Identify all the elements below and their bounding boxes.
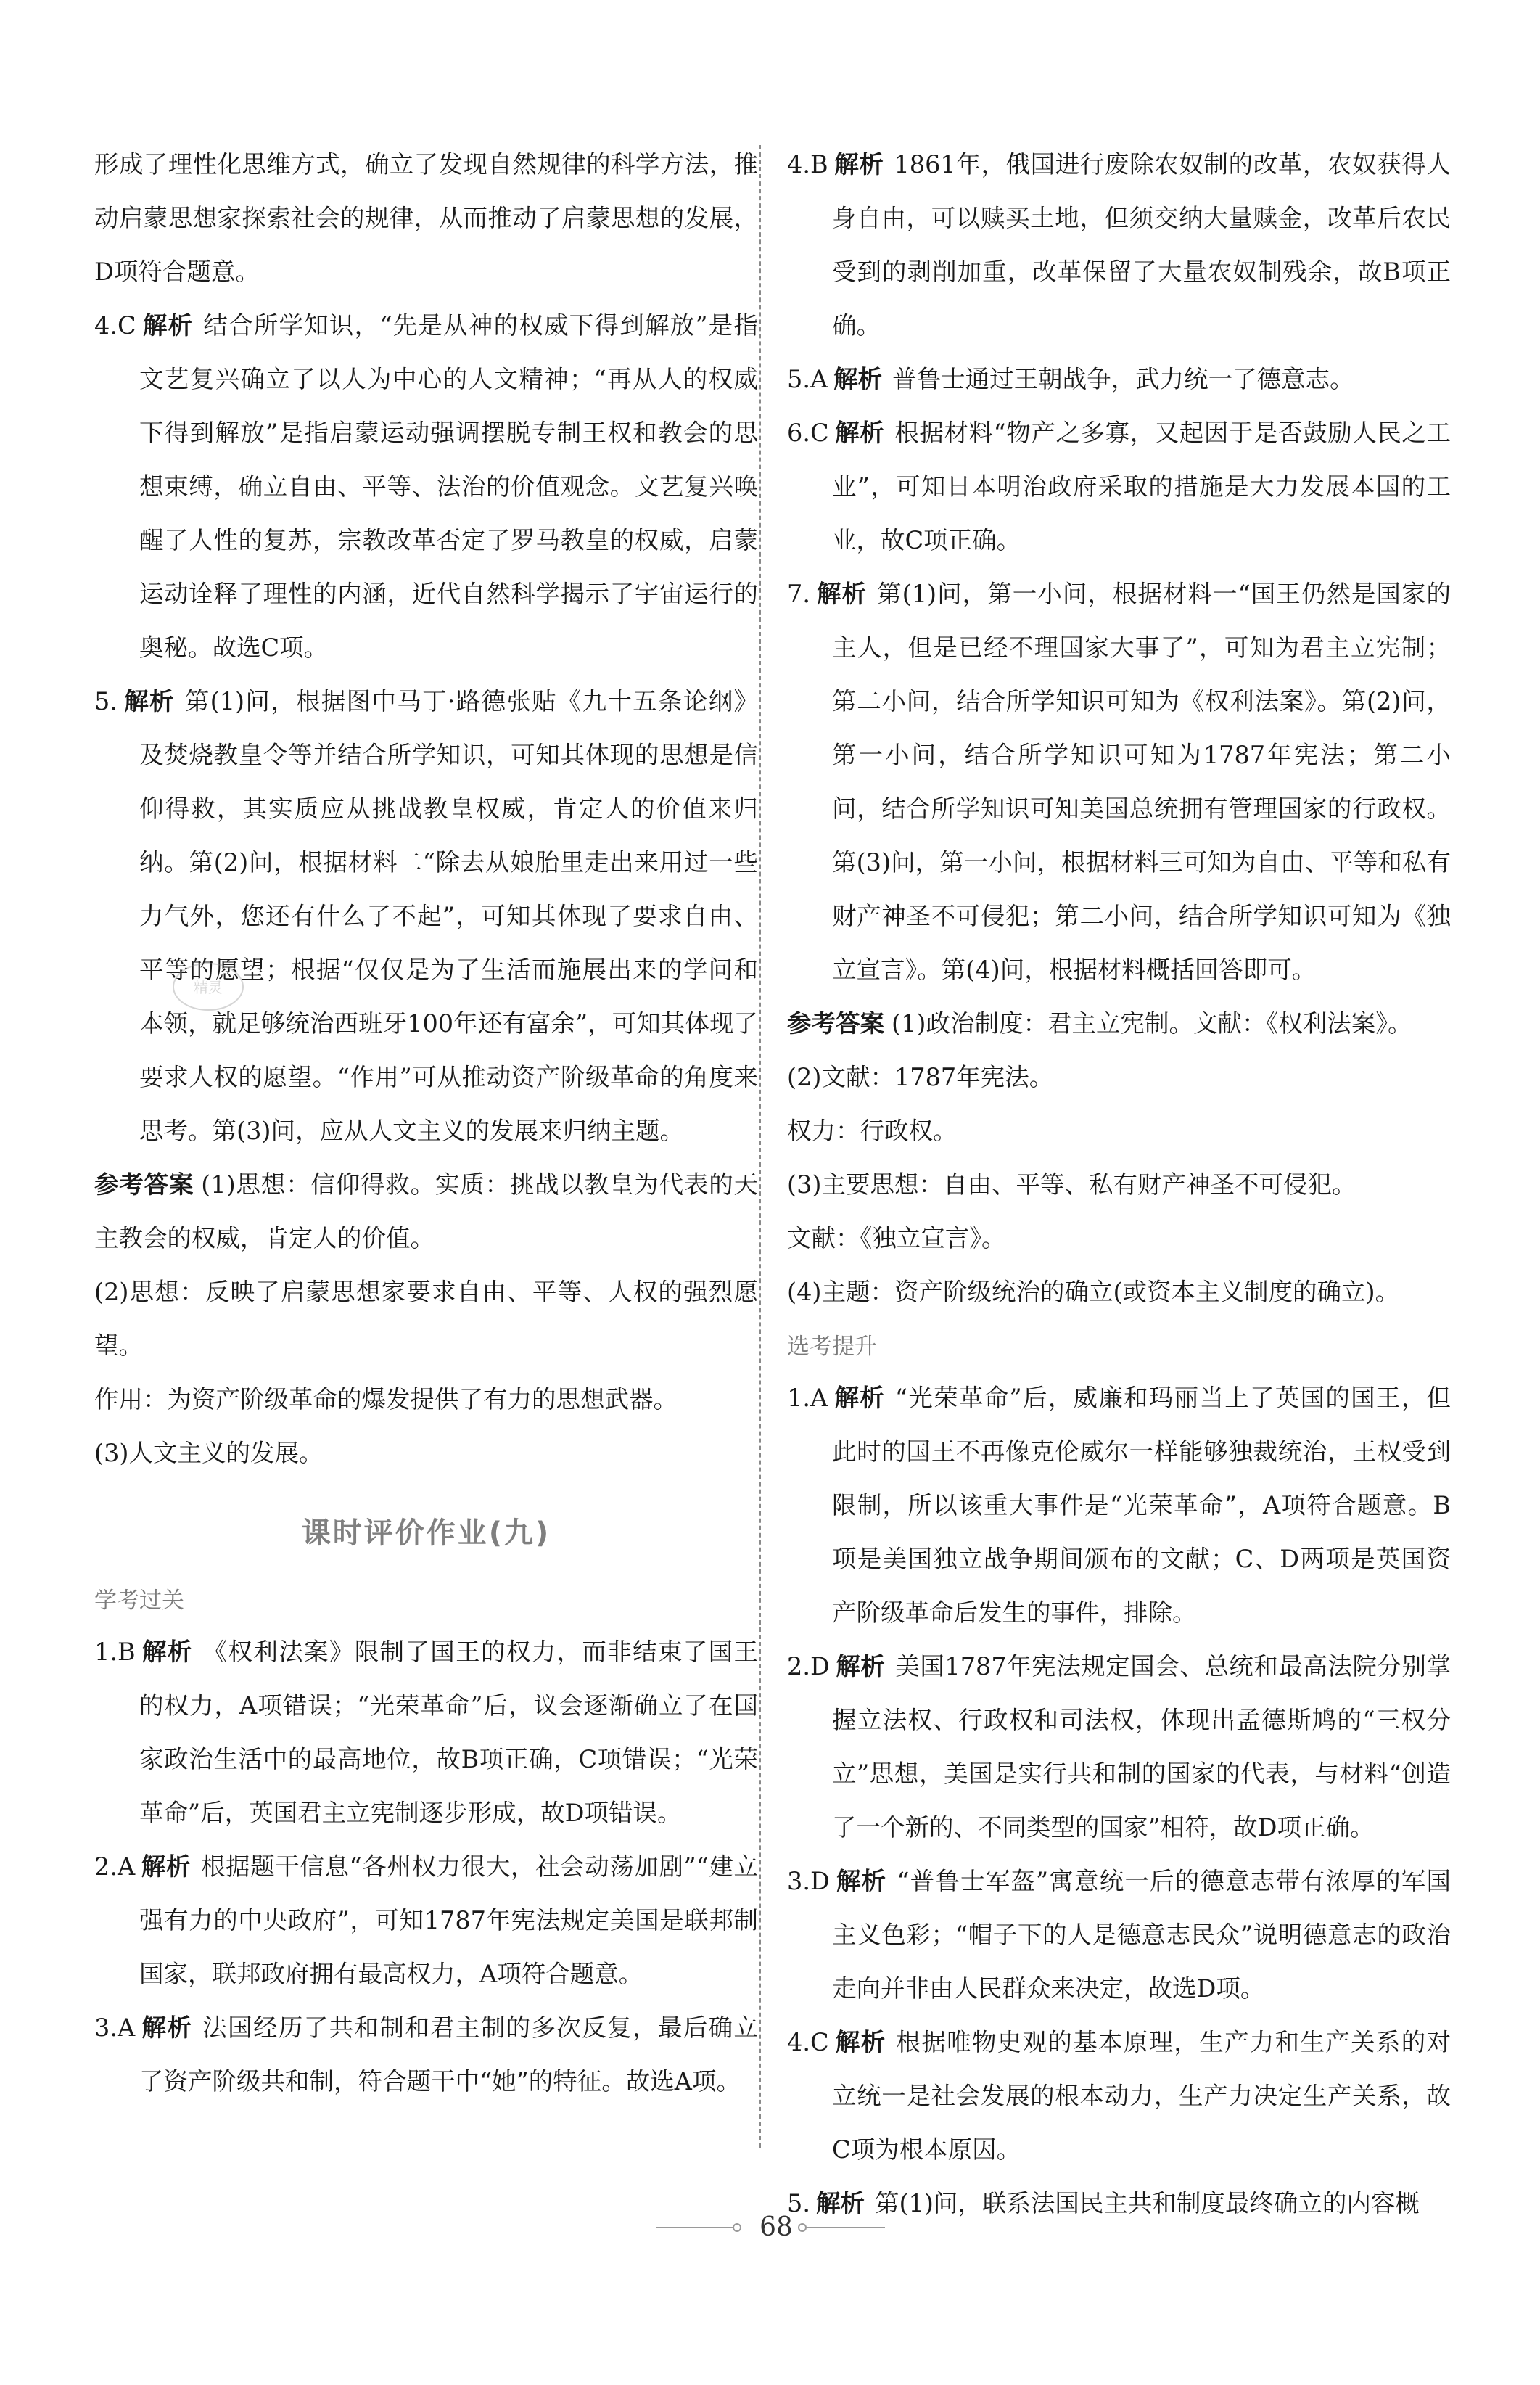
svg-text:精灵: 精灵	[194, 979, 223, 996]
item-number: 1.A	[787, 1384, 828, 1412]
item-number: 7.	[787, 580, 810, 608]
item-text: 根据题干信息“各州权力很大，社会动荡加剧”“建立强有力的中央政府”，可知1787年宪法规定美国是联邦制国家，联邦政府拥有最高权力，A项符合题意。	[139, 1852, 758, 1988]
right-column	[787, 138, 1451, 2230]
item-number: 5.A	[787, 365, 828, 393]
analysis-keyword: 解析	[835, 1652, 886, 1680]
answer-item	[787, 567, 1451, 997]
reference-answer	[94, 1158, 758, 1265]
answer-item	[787, 2016, 1451, 2177]
page-number: 68	[759, 2212, 793, 2242]
item-text: 根据材料“物产之多寡，又起因于是否鼓励人民之工业”，可知日本明治政府采取的措施是大力发展本国的工业，故C项正确。	[832, 419, 1451, 554]
analysis-keyword: 解析	[141, 1638, 193, 1666]
item-text: 第(1)问，根据图中马丁·路德张贴《九十五条论纲》及焚烧教皇令等并结合所学知识，可知其体现的思想是信仰得救，其实质应从挑战教皇权威，肯定人的价值来归纳。第(2)问，根据材料二“除去从娘胎里走出来用过一些力气外，您还有什么了不起”，可知其体现了要求自由、平等的愿望；根据“仅仅是为了生活而施展出来的学问和本领，就足够统治西班牙100年还有富余”，可知其体现了要求人权的愿望。“作用”可从推动资产阶级革命的角度来思考。第(3)问，应从人文主义的发展来归纳主题。	[139, 687, 758, 1145]
answer-item	[94, 1840, 758, 2001]
section-title: 课时评价作业(九)	[301, 1516, 551, 1550]
analysis-keyword: 解析	[141, 2014, 193, 2042]
stamp-mark	[168, 958, 248, 1016]
answer-line: (1)思想：信仰得救。实质：挑战以教皇为代表的天主教会的权威，肯定人的价值。	[94, 1170, 759, 1252]
item-number: 3.A	[94, 2014, 136, 2042]
analysis-keyword: 解析	[815, 580, 868, 608]
answer-item	[787, 1371, 1451, 1640]
analysis-keyword: 解析	[815, 2189, 865, 2217]
left-column	[94, 138, 758, 2109]
item-number: 2.D	[787, 1652, 830, 1680]
answer-line: (3)主要思想：自由、平等、私有财产神圣不可侵犯。	[787, 1170, 1356, 1199]
item-number: 5.	[94, 687, 118, 715]
footer-ornament-line	[656, 2227, 736, 2228]
continued-paragraph: 形成了理性化思维方式，确立了发现自然规律的科学方法，推动启蒙思想家探索社会的规律，从而推动了启蒙思想的发展，D项符合题意。	[94, 150, 758, 286]
item-text: 第(1)问，联系法国民主共和制度最终确立的内容概	[874, 2189, 1420, 2217]
analysis-keyword: 解析	[123, 687, 175, 715]
footer-ornament-dot	[733, 2223, 741, 2232]
page-footer	[0, 2206, 1540, 2249]
analysis-keyword: 解析	[141, 311, 194, 340]
analysis-keyword: 解析	[833, 150, 884, 178]
answer-line: 文献：《独立宣言》。	[787, 1224, 1006, 1252]
analysis-keyword: 解析	[141, 1852, 191, 1881]
item-text: 法国经历了共和制和君主制的多次反复，最后确立了资产阶级共和制，符合题干中“她”的特征。故选A项。	[139, 2014, 759, 2095]
answer-item	[94, 1625, 758, 1840]
answer-item-5	[94, 675, 758, 1158]
item-text: “普鲁士军盔”寓意统一后的德意志带有浓厚的军国主义色彩；“帽子下的人是德意志民众”说明德意志的政治走向并非由人民群众来决定，故选D项。	[832, 1867, 1451, 2003]
analysis-keyword: 解析	[833, 365, 883, 393]
answer-item	[787, 1855, 1451, 2016]
answer-line: (3)人文主义的发展。	[94, 1439, 324, 1467]
answer-line: (2)文献：1787年宪法。	[787, 1063, 1054, 1091]
analysis-keyword: 解析	[833, 1384, 886, 1412]
item-text: 《权利法案》限制了国王的权力，而非结束了国王的权力，A项错误；“光荣革命”后，议会逐渐确立了在国家政治生活中的最高地位，故B项正确，C项错误；“光荣革命”后，英国君主立宪制逐步形成，故D项错误。	[139, 1638, 759, 1827]
reference-answer	[787, 997, 1451, 1051]
item-text: 结合所学知识，“先是从神的权威下得到解放”是指文艺复兴确立了以人为中心的人文精神；“再从人的权威下得到解放”是指启蒙运动强调摆脱专制王权和教会的思想束缚，确立自由、平等、法治的价值观念。文艺复兴唤醒了人性的复苏，宗教改革否定了罗马教皇的权威，启蒙运动诠释了理性的内涵，近代自然科学揭示了宇宙运行的奥秘。故选C项。	[139, 311, 758, 662]
item-text: 根据唯物史观的基本原理，生产力和生产关系的对立统一是社会发展的根本动力，生产力决定生产关系，故C项为根本原因。	[832, 2028, 1452, 2164]
column-divider	[759, 145, 761, 2148]
reference-answer-label: 参考答案	[787, 1009, 884, 1038]
item-text: 第(1)问，第一小问，根据材料一“国王仍然是国家的主人，但是已经不理国家大事了”，可知为君主立宪制；第二小问，结合所学知识可知为《权利法案》。第(2)问，第一小问，结合所学知识可知为1787年宪法；第二小问，结合所学知识可知美国总统拥有管理国家的行政权。第(3)问，第一小问，根据材料三可知为自由、平等和私有财产神圣不可侵犯；第二小问，结合所学知识可知为《独立宣言》。第(4)问，根据材料概括回答即可。	[832, 580, 1452, 984]
item-number: 1.B	[94, 1638, 136, 1666]
reference-answer-label: 参考答案	[94, 1170, 194, 1199]
item-number: 2.A	[94, 1852, 136, 1881]
item-text: 普鲁士通过王朝战争，武力统一了德意志。	[892, 365, 1354, 393]
footer-ornament-line	[805, 2227, 885, 2228]
section-label: 学考过关	[94, 1588, 184, 1614]
item-number: 3.D	[787, 1867, 830, 1895]
item-number: 5.	[787, 2189, 810, 2217]
item-number: 4.C	[94, 311, 136, 340]
analysis-keyword: 解析	[834, 2028, 886, 2056]
answer-line: 作用：为资产阶级革命的爆发提供了有力的思想武器。	[94, 1385, 678, 1413]
answer-item	[787, 406, 1451, 567]
answer-item	[94, 2001, 758, 2109]
answer-item-4	[94, 299, 758, 675]
answer-line: 权力：行政权。	[787, 1117, 958, 1145]
analysis-keyword: 解析	[835, 1867, 887, 1895]
section-label: 选考提升	[787, 1334, 877, 1360]
analysis-keyword: 解析	[834, 419, 885, 447]
answer-line: (4)主题：资产阶级统治的确立(或资本主义制度的确立)。	[787, 1278, 1400, 1306]
item-number: 4.B	[787, 150, 828, 178]
item-number: 4.C	[787, 2028, 829, 2056]
answer-item	[787, 353, 1451, 406]
item-text: 美国1787年宪法规定国会、总统和最高法院分别掌握立法权、行政权和司法权，体现出孟德斯鸠的“三权分立”思想，美国是实行共和制的国家的代表，与材料“创造了一个新的、不同类型的国家”相符，故D项正确。	[832, 1652, 1451, 1842]
item-text: “光荣革命”后，威廉和玛丽当上了英国的国王，但此时的国王不再像克伦威尔一样能够独裁统治，王权受到限制，所以该重大事件是“光荣革命”，A项符合题意。B项是美国独立战争期间颁布的文献；C、D两项是英国资产阶级革命后发生的事件，排除。	[832, 1384, 1451, 1627]
item-text: 1861年，俄国进行废除农奴制的改革，农奴获得人身自由，可以赎买土地，但须交纳大量赎金，改革后农民受到的剥削加重，改革保留了大量农奴制残余，故B项正确。	[832, 150, 1452, 340]
answer-line: (2)思想：反映了启蒙思想家要求自由、平等、人权的强烈愿望。	[94, 1278, 758, 1360]
item-number: 6.C	[787, 419, 829, 447]
answer-item	[787, 138, 1451, 353]
answer-line: (1)政治制度：君主立宪制。文献：《权利法案》。	[892, 1009, 1412, 1038]
answer-item	[787, 1640, 1451, 1855]
